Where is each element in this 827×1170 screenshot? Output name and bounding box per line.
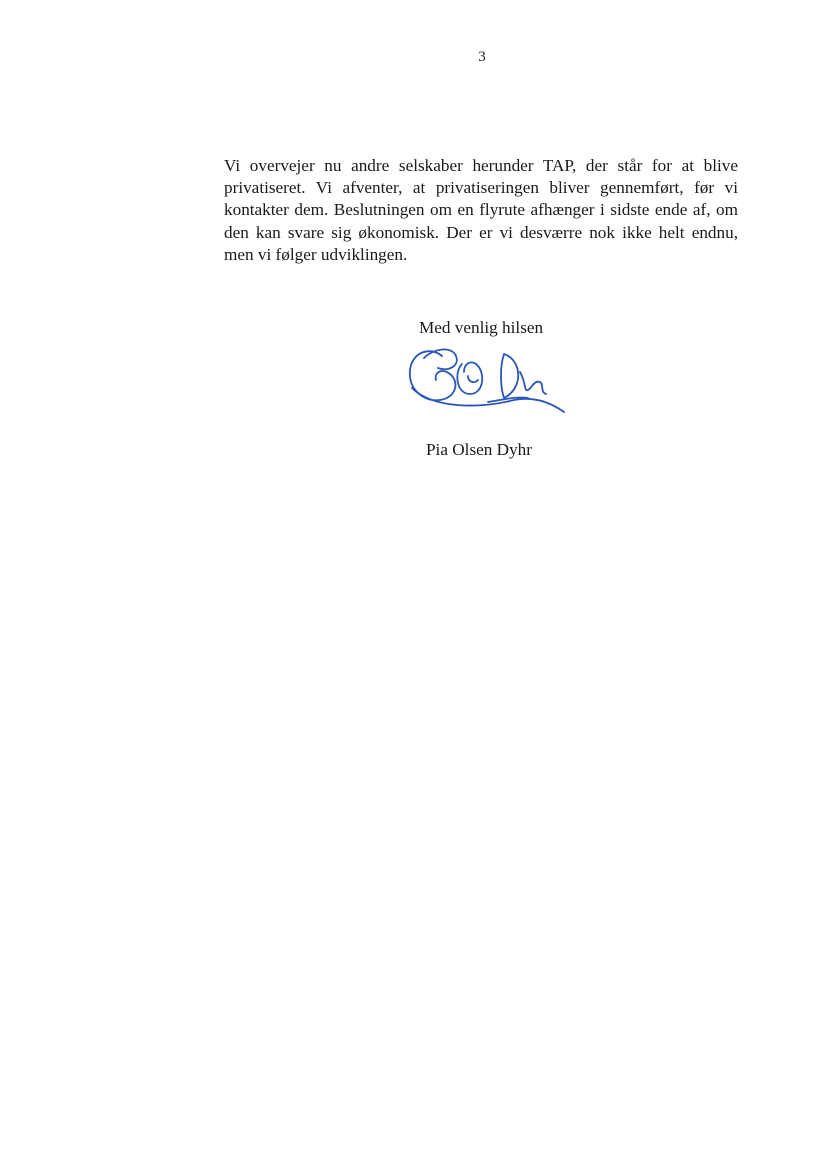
signature-stroke-h xyxy=(520,372,546,394)
signature-stroke-inner xyxy=(468,376,478,382)
letter-body-paragraph: Vi overvejer nu andre selskaber herunder TAP, der står for at blive privatiseret. Vi afventer, at privatiseringen bliver gennemført, før vi kontakter dem. Beslutningen om en flyrute afhænger i sidste ende af, om den kan svare sig økonomisk. Der er vi desværre nok ikke helt endnu, men vi følger udviklingen. xyxy=(224,156,738,264)
signature-stroke-o xyxy=(457,362,482,394)
closing-salutation: Med venlig hilsen xyxy=(419,318,544,337)
signature-stroke-d xyxy=(501,354,518,398)
handwritten-signature xyxy=(404,342,572,416)
signature-stroke-p-top xyxy=(424,349,457,369)
signature-stroke-swash xyxy=(412,388,564,412)
signer-name: Pia Olsen Dyhr xyxy=(426,440,532,459)
page-number: 3 xyxy=(478,49,486,65)
